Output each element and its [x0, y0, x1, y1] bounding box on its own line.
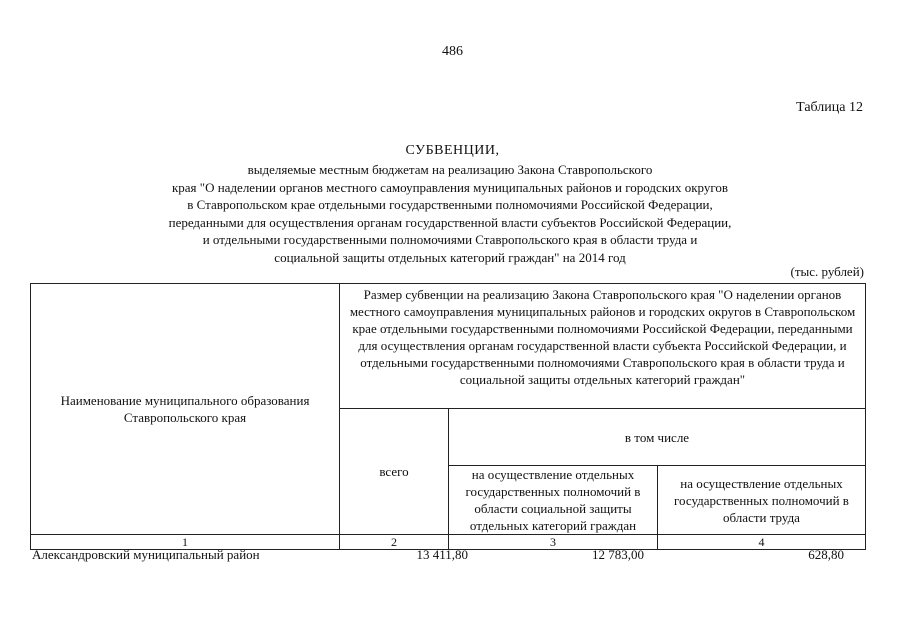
subsidy-table-header [30, 283, 866, 550]
header-total: всего [340, 409, 449, 535]
row-labour: 628,80 [808, 547, 844, 562]
column-number: 4 [658, 535, 866, 550]
header-subsidy-size: Размер субвенции на реализацию Закона Ставропольского края "О наделении органов местного самоуправления муниципальных районов и городских округов в Ставропольском крае отдельными государственными полномочиями Российской Федерации, переданными для осуществления органам государственной власти субъекта Российской Федерации, и отдельными государственными полномочиями Ставропольского края в области труда и социальной защиты отдельных категорий граждан" [340, 284, 866, 409]
document-subtitle [100, 161, 800, 266]
subtitle-line: края "О наделении органов местного самоуправления муниципальных районов и городских округов [171, 179, 729, 195]
page-number: 486 [442, 44, 463, 59]
row-social-protection: 12 783,00 [592, 547, 644, 562]
subtitle-line: выделяемые местным бюджетам на реализацию Закона Ставропольского [247, 162, 653, 177]
units-label: (тыс. рублей) [790, 264, 864, 279]
header-municipality-name: Наименование муниципального образования Ставропольского края [31, 284, 340, 535]
document-title: СУБВЕНЦИИ, [405, 143, 500, 158]
table-label: Таблица 12 [796, 100, 863, 115]
subtitle-line: в Ставропольском крае отдельными государственными полномочиями Российской Федерации, [187, 197, 713, 212]
header-including: в том числе [449, 409, 866, 466]
subtitle-line: социальной защиты отдельных категорий граждан" на 2014 год [274, 249, 626, 265]
row-total: 13 411,80 [416, 547, 468, 562]
header-labour: на осуществление отдельных государственных полномочий в области труда [658, 466, 866, 535]
table-row [32, 547, 868, 565]
header-social-protection: на осуществление отдельных государственных полномочий в области социальной защиты отдельных категорий граждан [449, 466, 658, 535]
row-municipality-name: Александровский муниципальный район [32, 547, 260, 562]
column-number: 3 [449, 535, 658, 550]
column-number: 1 [31, 535, 340, 550]
subtitle-line: переданными для осуществления органам государственной власти субъектов Российской Федерации, [168, 214, 732, 230]
subtitle-line: и отдельными государственными полномочиями Ставропольского края в области труда и [202, 232, 698, 247]
column-number: 2 [340, 535, 449, 550]
